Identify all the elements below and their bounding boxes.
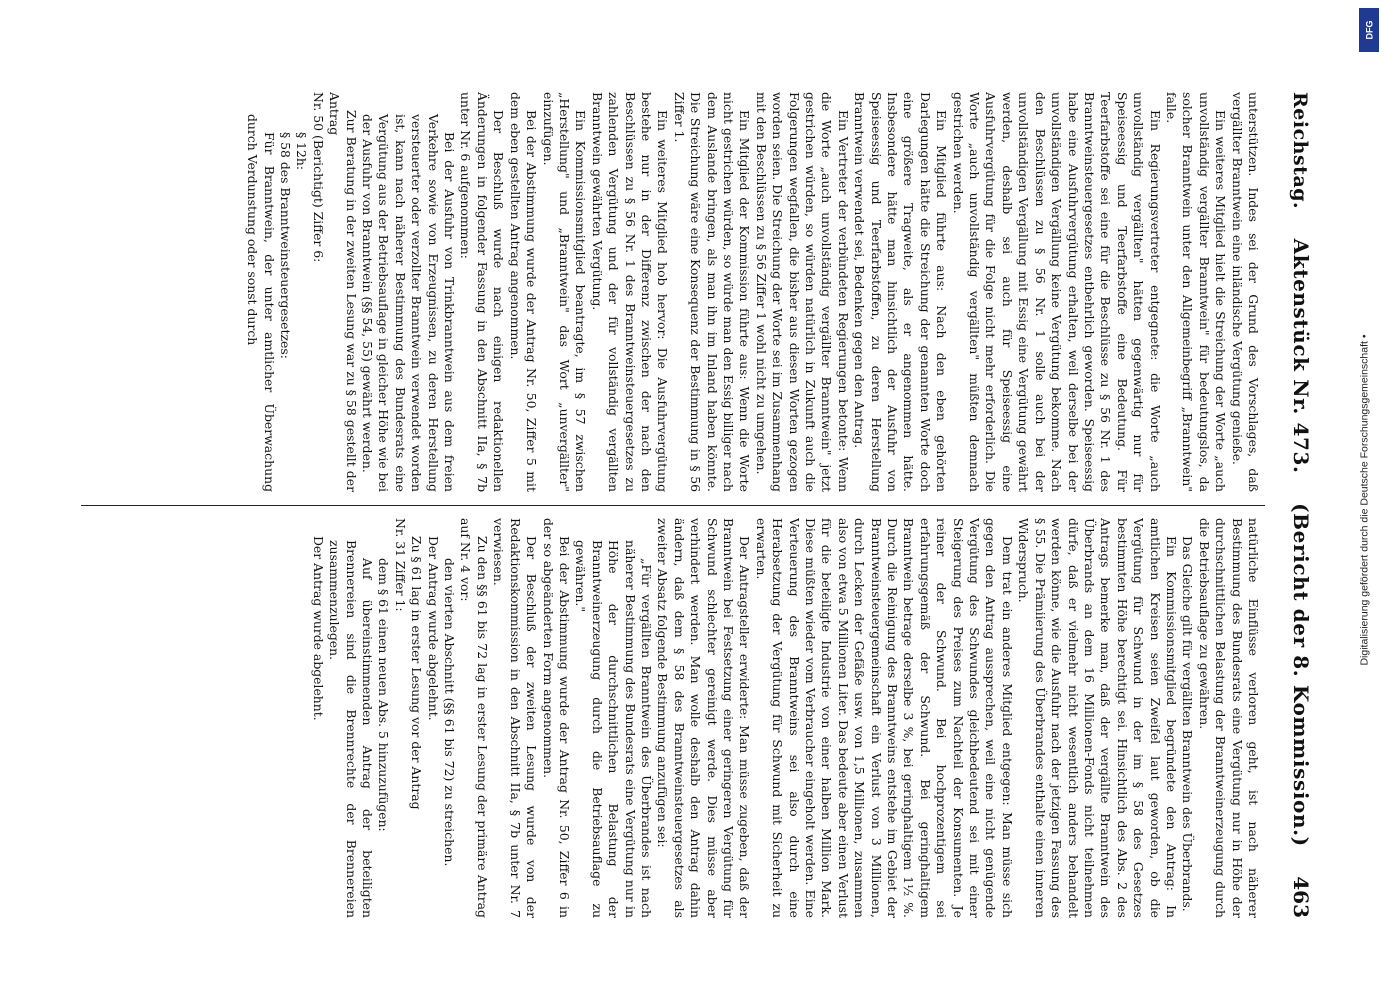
paragraph: § 58 des Branntweinsteuergesetzes: — [278, 132, 294, 359]
paragraph: Nr. 31 Ziffer 1: — [392, 518, 408, 612]
paragraph: den vierten Abschnitt (§§ 61 bis 72) zu streichen. — [442, 558, 458, 867]
paragraph: Dem trat ein anderes Mitglied entgegen: Man müsse sich gegen den Antrag aussprechen, weil eine nicht genügende Vergütung des Schwundes gleichbedeutend sei mit einer Steigerung des Preises zum Nachteil der Konsumenten. Je reiner der Schwund. Bei hochprozentigem sei erfahrungsgemäß der Schwund. Bei geringhaltigem Branntwein betrage derselbe 3 %, bei geringhaltigem 1½ %. Durch die Reinigung des Branntweins entstehe im Gebiet der Branntweinsteuergemeinschaft ein Verlust von 3 Millionen, durch Lecken der Gefäße usw. von 1,5 Millionen, zusammen also von etwa 5 Millionen Liter. Das bedeute aber einen Verlust für die beteiligte Industrie von einer halben Million Mark. Diese müßten wieder vom Verbraucher eingeholt werden. Eine Verteuerung des Branntweins sei also durch eine Herabsetzung der Vergütung für Schwund mit Sicherheit zu erwarten. — [753, 518, 1015, 918]
paragraph: Der Antrag wurde abgelehnt. — [310, 536, 326, 721]
header-left: Reichstag. — [1289, 92, 1311, 210]
paragraph: Das Gleiche gilt für vergällten Branntwein des Überbrands. — [1180, 536, 1196, 912]
paragraph: Zu § 61 lag in erster Lesung vor der Antrag — [409, 536, 425, 810]
paragraph: Ein Kommissionsmitglied beantragte, im § 57 zwischen „Herstellung" und „Branntwein" das Wort „unvergällter" einzufügen. — [540, 92, 589, 492]
digitization-note-text: Digitalisierung gefördert durch die Deutsche Forschungsgemeinschaft • — [1359, 334, 1372, 666]
paragraph: Ein Vertreter der verbündeten Regierungen betonte: Wenn die Worte „auch unvollständig vergällter Branntwein" jetzt gestrichen würden, so würden natürlich in Zukunft auch die Folgerungen wegfallen, die bisher aus diesen Worten gezogen worden seien. Die Streichung der Worte sei im Zusammenhang mit den Beschlüssen zu § 56 Ziffer 1 wohl nicht zu umgehen. — [753, 92, 851, 492]
dfg-logo: DFG — [1359, 8, 1379, 52]
paragraph: Ein Kommissionsmitglied begründete den Antrag: In amtlichen Kreisen seien Zweifel laut geworden, ob die Vergütung für Schwund in der im § 58 des Gesetzes bestimmten Höhe berechtigt sei. Hinsichtlich des Abs. 2 des Antrags bemerke man, daß der vergällte Branntwein des Überbrands an dem 16 Millionen-Fonds nicht teilnehmen dürfe, daß er vielmehr nicht wesentlich anders behandelt werden könne, wie die Ausfuhr nach der jetzigen Fassung des § 55. Die Prämiierung des Überbrandes enthalte einen inneren Widerspruch. — [1016, 518, 1179, 918]
header-document-number: Aktenstück Nr. 473. — [1289, 238, 1313, 474]
paragraph: Zu den §§ 61 bis 72 lag in erster Lesung der primäre Antrag auf Nr. 4 vor: — [458, 518, 490, 918]
paragraph: Auf übereinstimmenden Antrag der beteiligten Brennereien sind die Brennrechte der Brennereien zusammenzulegen. — [327, 540, 376, 918]
column-divider — [81, 505, 1265, 506]
digitization-note — [1353, 0, 1377, 1000]
paragraph: natürliche Einflüsse verloren geht, ist nach näherer Bestimmung des Bundesrats eine Vergütung nur in Höhe der durchschnittlichen Belastung der Branntweinerzeugung durch die Betriebsauflage zu gewähren. — [1196, 518, 1261, 918]
paragraph: Ein weiteres Mitglied hielt die Streichung der Worte „auch unvollständig vergällter Branntwein" für bedeutungslos, da solcher Branntwein unter den Allgemeinbegriff „Branntwein" falle. — [1163, 92, 1229, 492]
paragraph: Bei der Ausfuhr von Trinkbranntwein aus dem freien Verkehre sowie von Erzeugnissen, zu deren Herstellung versteuerter oder verzollter Branntwein verwendet worden ist, kann nach näherer Bestimmung des Bundesrats eine Vergütung aus der Betriebsauflage in gleicher Höhe wie bei der Ausfuhr von Branntwein (§§ 54, 55) gewährt werden. — [360, 114, 458, 492]
right-column — [81, 518, 1261, 918]
paragraph: Bei der Abstimmung wurde der Antrag Nr. 50, Ziffer 6 in der so abgeänderten Form angenommen. — [540, 518, 572, 918]
paragraph: unterstützen. Indes sei der Grund des Vorschlages, daß vergällter Branntwein eine inländische Vergütung genieße. — [1229, 92, 1261, 492]
paragraph: Ein Regierungsvertreter entgegnete: die Worte „auch unvollständig vergällten" hätten gegenwärtig nur für Speiseessig und Teerfarbstoffe eine Bedeutung. Für Teerfarbstoffe sei eine für die Beschlüsse zu § 56 Nr. 1 des Branntweinsteuergesetzes entbehrlich geworden. Speiseessig habe eine Ausfuhrvergütung erhalten, weil derselbe bei der unvollständigen Vergällung keine Vergütung bekomme. Nach den Beschlüssen zu § 56 Nr. 1 solle auch bei der unvollständigen Vergällung mit Essig eine Vergütung gewährt werden, deshalb sei auch für Speiseessig eine Ausfuhrvergütung für die Folge nicht mehr erforderlich. Die Worte „auch unvollständig vergällten" müßten demnach gestrichen werden. — [950, 92, 1163, 492]
paragraph: Der Antrag wurde abgelehnt. — [425, 536, 441, 721]
paragraph: Der Beschluß der zweiten Lesung wurde von der Redaktionskommission in den Abschnitt IIa, § 7b unter Nr. 7 verwiesen. — [491, 518, 540, 918]
paragraph: Bei der Abstimmung wurde der Antrag Nr. 50, Ziffer 5 mit dem eben gestellten Antrag angenommen. — [507, 92, 540, 492]
paragraph: Für Branntwein, der unter amtlicher Überwachung durch Verdunstung oder sonst durch — [245, 114, 277, 492]
paragraph: dem § 61 einen neuen Abs. 5 hinzuzufügen: — [376, 558, 392, 832]
paragraph: § 12h: — [294, 132, 310, 171]
paragraph: Der Antragsteller erwiderte: Man müsse zugeben, daß der Branntwein bei Festsetzung einer geringeren Vergütung für Schwund schlechter gereinigt werde. Dies müsse aber verhindert werden. Man wolle deshalb den Antrag dahin ändern, daß dem § 58 des Branntweinsteuergesetzes als zweiter Absatz folgende Bestimmung anzufügen sei: — [655, 518, 753, 918]
text-columns — [81, 92, 1261, 918]
paragraph: Ein weiteres Mitglied hob hervor: Die Ausfuhrvergütung bestehe nur in der Differenz zwischen der nach den Beschlüssen zu § 56 Nr. 1 des Branntweinsteuergesetzes zu zahlenden Vergütung und der für vollständig vergällten Branntwein gewährten Vergütung. — [589, 92, 671, 492]
page-header — [1269, 92, 1313, 918]
paragraph: Ein Mitglied der Kommission führte aus: Wenn die Worte nicht gestrichen würden, so würde man den Essig billiger nach dem Auslande bringen, als man ihn im Inland haben könnte. Die Streichung wäre eine Konsequenz der Bestimmung in § 56 Ziffer 1. — [671, 92, 753, 492]
paragraph: Zur Beratung in der zweiten Lesung war zu § 58 gestellt der Antrag — [327, 92, 359, 492]
paragraph: „Für vergällten Branntwein des Überbrandes ist nach näherer Bestimmung des Bundesrats eine Vergütung nur in Höhe der durchschnittlichen Belastung der Branntweinerzeugung durch die Betriebsauflage zu gewähren." — [573, 540, 654, 918]
paragraph: Nr. 50 (Berichtigt) Ziffer 6: — [310, 92, 326, 263]
left-column — [81, 92, 1261, 492]
page-number: 463 — [1289, 876, 1313, 918]
paragraph: Der Beschluß wurde nach einigen redaktionellen Änderungen in folgender Fassung in den Abschnitt IIa, § 7b unter Nr. 6 aufgenommen: — [458, 92, 507, 492]
paragraph: Ein Mitglied führte aus: Nach den eben gehörten Darlegungen hätte die Streichung der genannten Worte doch eine größere Tragweite, als er angenommen hätte. Insbesondere hätte man hinsichtlich der Ausfuhr von Speiseessig und Teerfarbstoffen, zu deren Herstellung Branntwein verwendet sei, Bedenken gegen den Antrag. — [852, 92, 950, 492]
header-commission-title: (Bericht der 8. Kommission.) — [1289, 503, 1313, 847]
